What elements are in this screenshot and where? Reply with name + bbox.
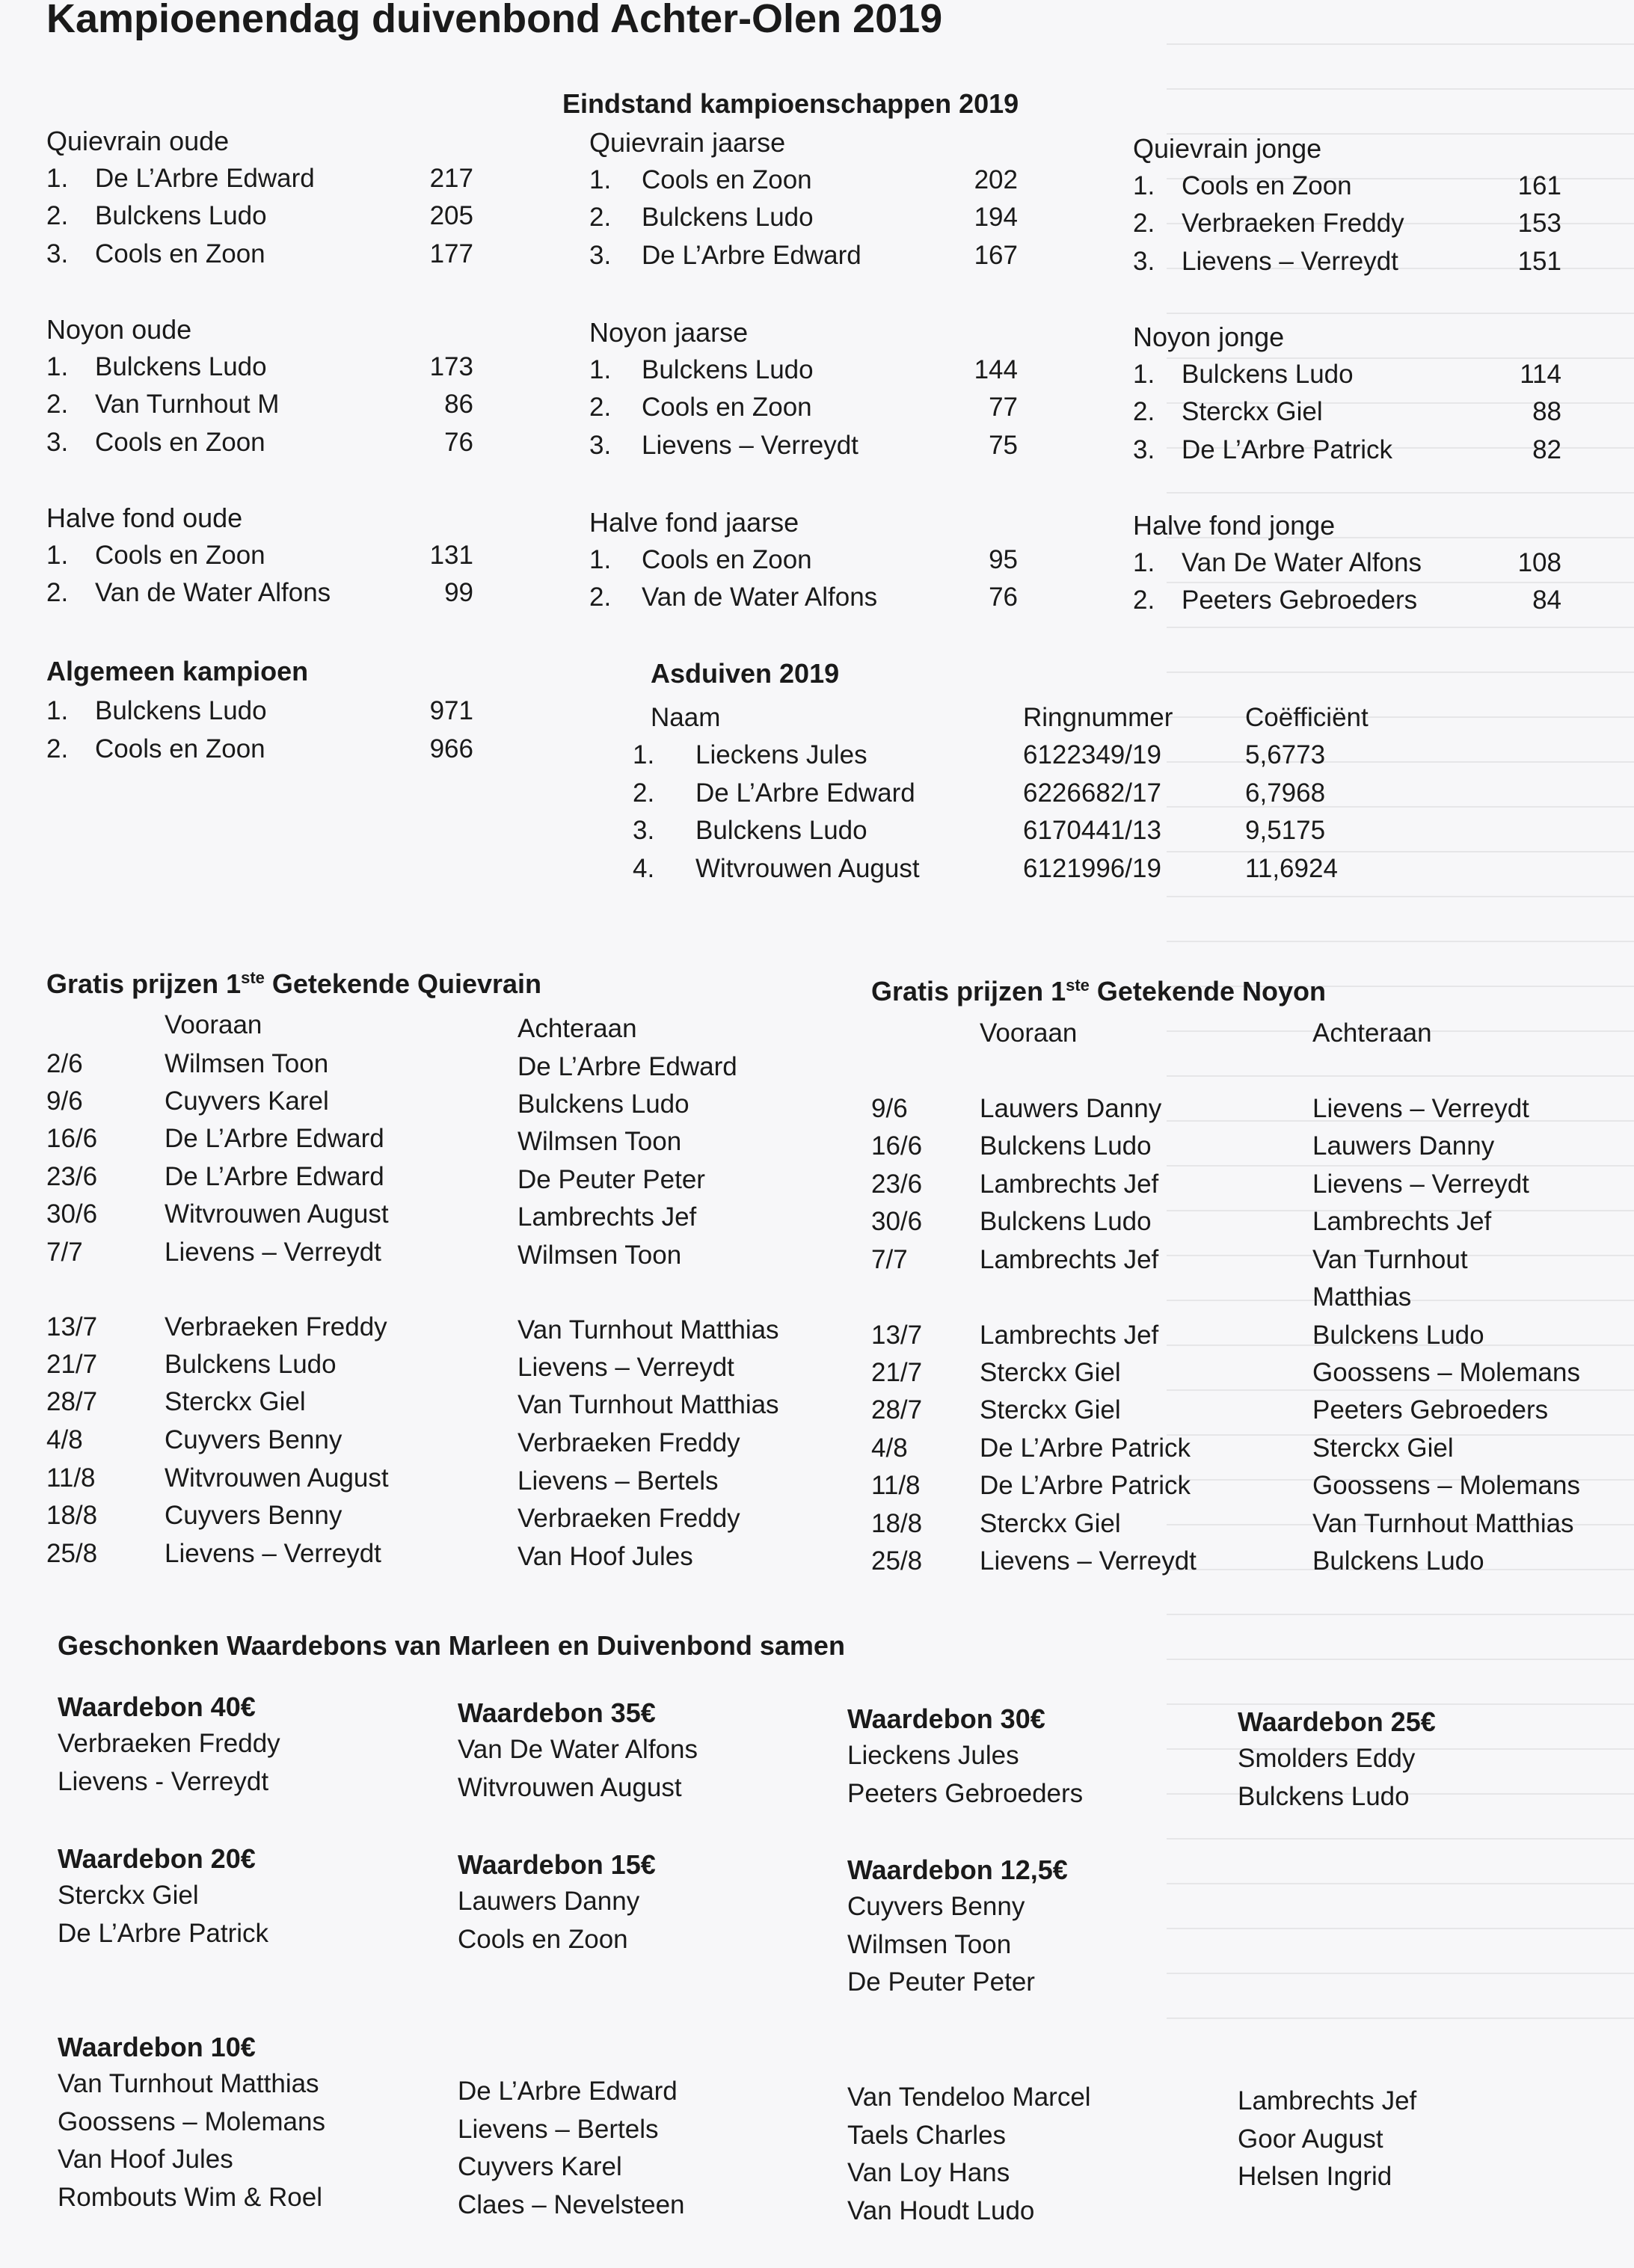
score-value: 84	[1532, 586, 1561, 615]
fancier-name: Cools en Zoon	[95, 427, 265, 457]
category-title: Halve fond jonge	[1133, 510, 1336, 541]
front-winner: Sterckx Giel	[980, 1358, 1121, 1387]
race-date: 4/8	[871, 1433, 908, 1463]
back-winner: Matthias	[1312, 1282, 1412, 1312]
front-winner: Witvrouwen August	[165, 1199, 389, 1229]
score-value: 217	[429, 163, 473, 193]
race-date: 23/6	[46, 1162, 98, 1191]
front-winner: Cuyvers Benny	[165, 1501, 343, 1530]
score-value: 161	[1517, 170, 1561, 200]
rank-number: 1.	[589, 544, 612, 574]
voucher-title: Waardebon 10€	[58, 2032, 256, 2062]
fancier-name: Lieckens Jules	[695, 740, 867, 769]
front-winner: Witvrouwen August	[165, 1463, 389, 1493]
category-title: Noyon oude	[46, 314, 192, 345]
race-date: 28/7	[871, 1395, 923, 1425]
back-winner: Van Turnhout Matthias	[517, 1390, 779, 1419]
column-header-vooraan: Vooraan	[980, 1018, 1078, 1048]
rank-number: 2.	[46, 390, 69, 419]
score-value: 153	[1517, 209, 1561, 238]
voucher-winner: Helsen Ingrid	[1238, 2162, 1392, 2191]
race-date: 30/6	[871, 1207, 923, 1236]
back-winner: Van Turnhout	[1312, 1245, 1468, 1274]
voucher-winner: Goor August	[1238, 2124, 1383, 2154]
voucher-winner: Smolders Eddy	[1238, 1744, 1416, 1773]
score-value: 76	[989, 583, 1018, 612]
voucher-title: Waardebon 15€	[458, 1849, 656, 1880]
voucher-winner: De L’Arbre Patrick	[58, 1918, 269, 1948]
rank-number: 1.	[589, 165, 612, 194]
back-winner: Lauwers Danny	[1312, 1131, 1495, 1161]
score-value: 205	[429, 201, 473, 230]
back-winner: Wilmsen Toon	[517, 1127, 682, 1156]
front-winner: Wilmsen Toon	[165, 1049, 329, 1078]
column-header-achteraan: Achteraan	[1312, 1018, 1432, 1048]
back-winner: Bulckens Ludo	[517, 1090, 689, 1119]
voucher-winner: Van Turnhout Matthias	[58, 2069, 319, 2098]
category-title: Quievrain oude	[46, 126, 230, 156]
coefficient-value: 9,5175	[1245, 816, 1326, 845]
category-title: Noyon jonge	[1133, 322, 1285, 352]
back-winner: Van Hoof Jules	[517, 1542, 693, 1571]
fancier-name: Lievens – Verreydt	[1182, 246, 1398, 276]
voucher-winner: Cuyvers Benny	[847, 1892, 1025, 1921]
voucher-winner: Van Houdt Ludo	[847, 2195, 1035, 2225]
front-winner: Cuyvers Karel	[165, 1087, 329, 1116]
fancier-name: Cools en Zoon	[642, 165, 812, 194]
rank-number: 2.	[589, 203, 612, 232]
front-winner: Lambrechts Jef	[980, 1245, 1159, 1274]
fancier-name: Bulckens Ludo	[95, 696, 267, 725]
section-heading-algemeen: Algemeen kampioen	[46, 656, 309, 686]
voucher-winner: De Peuter Peter	[847, 1967, 1035, 1997]
fancier-name: De L’Arbre Edward	[695, 778, 915, 808]
score-value: 88	[1532, 397, 1561, 426]
rank-number: 3.	[589, 240, 612, 270]
score-value: 75	[989, 430, 1018, 460]
rank-number: 4.	[633, 853, 655, 883]
race-date: 11/8	[46, 1463, 96, 1493]
front-winner: Bulckens Ludo	[980, 1207, 1152, 1236]
score-value: 86	[444, 390, 473, 419]
race-date: 25/8	[46, 1539, 98, 1568]
column-header-vooraan: Vooraan	[165, 1010, 262, 1039]
category-title: Halve fond jaarse	[589, 507, 799, 538]
race-date: 11/8	[871, 1471, 921, 1500]
race-date: 21/7	[46, 1350, 98, 1379]
rank-number: 2.	[1133, 586, 1155, 615]
fancier-name: Cools en Zoon	[95, 540, 265, 570]
back-winner: Peeters Gebroeders	[1312, 1395, 1549, 1425]
voucher-winner: Wilmsen Toon	[847, 1929, 1012, 1959]
rank-number: 3.	[1133, 246, 1155, 276]
category-title: Halve fond oude	[46, 503, 243, 533]
race-date: 4/8	[46, 1425, 83, 1454]
ring-number: 6122349/19	[1023, 740, 1161, 769]
back-winner: Lievens – Bertels	[517, 1466, 719, 1496]
back-winner: Bulckens Ludo	[1312, 1321, 1484, 1350]
section-heading-asduiven: Asduiven 2019	[651, 658, 840, 689]
coefficient-value: 6,7968	[1245, 778, 1326, 808]
score-value: 99	[444, 578, 473, 607]
back-winner: Van Turnhout Matthias	[1312, 1509, 1574, 1538]
coefficient-value: 5,6773	[1245, 740, 1326, 769]
rank-number: 3.	[633, 816, 655, 845]
back-winner: Lievens – Verreydt	[1312, 1170, 1529, 1199]
rank-number: 2.	[46, 201, 69, 230]
back-winner: Sterckx Giel	[1312, 1433, 1454, 1463]
back-winner: De L’Arbre Edward	[517, 1052, 737, 1081]
column-header-ringnummer: Ringnummer	[1023, 703, 1173, 732]
fancier-name: De L’Arbre Edward	[642, 240, 861, 270]
rank-number: 1.	[589, 354, 612, 384]
fancier-name: Bulckens Ludo	[95, 201, 267, 230]
rank-number: 2.	[589, 583, 612, 612]
rank-number: 2.	[1133, 209, 1155, 238]
rank-number: 2.	[633, 778, 655, 808]
voucher-winner: Lieckens Jules	[847, 1741, 1019, 1770]
rank-number: 3.	[46, 239, 69, 268]
score-value: 108	[1517, 547, 1561, 577]
race-date: 9/6	[871, 1094, 908, 1123]
voucher-winner: Peeters Gebroeders	[847, 1778, 1084, 1808]
race-date: 18/8	[46, 1501, 98, 1530]
column-header-naam: Naam	[651, 703, 721, 732]
voucher-winner: Claes – Nevelsteen	[458, 2189, 685, 2219]
ring-number: 6226682/17	[1023, 778, 1161, 808]
front-winner: Lievens – Verreydt	[980, 1546, 1197, 1576]
front-winner: Lambrechts Jef	[980, 1321, 1159, 1350]
race-date: 13/7	[46, 1312, 98, 1342]
front-winner: De L’Arbre Patrick	[980, 1471, 1191, 1500]
column-header-achteraan: Achteraan	[517, 1014, 637, 1043]
voucher-title: Waardebon 25€	[1238, 1706, 1436, 1737]
front-winner: Verbraeken Freddy	[165, 1312, 387, 1342]
section-heading-kampioenschappen: Eindstand kampioenschappen 2019	[562, 88, 1019, 119]
score-value: 77	[989, 393, 1018, 422]
rank-number: 1.	[46, 351, 69, 381]
back-winner: Lievens – Verreydt	[517, 1353, 734, 1382]
category-title: Noyon jaarse	[589, 317, 749, 348]
fancier-name: Bulckens Ludo	[1182, 359, 1354, 389]
race-date: 21/7	[871, 1358, 923, 1387]
voucher-winner: Sterckx Giel	[58, 1881, 199, 1910]
rank-number: 1.	[46, 696, 69, 725]
score-value: 114	[1520, 359, 1561, 389]
front-winner: De L’Arbre Edward	[165, 1124, 384, 1153]
front-winner: Sterckx Giel	[980, 1509, 1121, 1538]
rank-number: 3.	[1133, 434, 1155, 464]
score-value: 177	[429, 239, 473, 268]
ring-number: 6170441/13	[1023, 816, 1161, 845]
fancier-name: De L’Arbre Patrick	[1182, 434, 1393, 464]
score-value: 131	[429, 540, 473, 570]
fancier-name: Verbraeken Freddy	[1182, 209, 1404, 238]
score-value: 151	[1517, 246, 1561, 276]
rank-number: 3.	[46, 427, 69, 457]
voucher-winner: De L’Arbre Edward	[458, 2077, 678, 2106]
voucher-title: Waardebon 35€	[458, 1697, 656, 1728]
fancier-name: Cools en Zoon	[642, 544, 812, 574]
score-value: 76	[444, 427, 473, 457]
score-value: 202	[974, 165, 1018, 194]
front-winner: Lauwers Danny	[980, 1094, 1162, 1123]
section-heading-quievrain: Gratis prijzen 1ste Getekende Quievrain	[46, 968, 542, 999]
race-date: 28/7	[46, 1387, 98, 1416]
voucher-winner: Van Tendeloo Marcel	[847, 2083, 1091, 2112]
fancier-name: Van de Water Alfons	[642, 583, 878, 612]
rank-number: 1.	[633, 740, 655, 769]
race-date: 7/7	[871, 1245, 908, 1274]
back-winner: Verbraeken Freddy	[517, 1504, 740, 1533]
fancier-name: Cools en Zoon	[95, 734, 265, 763]
score-value: 966	[429, 734, 473, 763]
section-heading-noyon: Gratis prijzen 1ste Getekende Noyon	[871, 976, 1326, 1007]
race-date: 16/6	[871, 1131, 923, 1161]
back-winner: Wilmsen Toon	[517, 1241, 682, 1270]
rank-number: 3.	[589, 430, 612, 460]
fancier-name: Bulckens Ludo	[95, 351, 267, 381]
rank-number: 2.	[46, 578, 69, 607]
race-date: 2/6	[46, 1049, 83, 1078]
voucher-winner: Cools en Zoon	[458, 1924, 628, 1954]
front-winner: Lievens – Verreydt	[165, 1539, 381, 1568]
score-value: 194	[974, 203, 1018, 232]
front-winner: Sterckx Giel	[165, 1387, 306, 1416]
fancier-name: Van Turnhout M	[95, 390, 280, 419]
category-title: Quievrain jonge	[1133, 133, 1322, 164]
score-value: 971	[429, 696, 473, 725]
voucher-winner: Witvrouwen August	[458, 1772, 682, 1802]
back-winner: Bulckens Ludo	[1312, 1546, 1484, 1576]
fancier-name: Peeters Gebroeders	[1182, 586, 1418, 615]
rank-number: 1.	[46, 540, 69, 570]
front-winner: De L’Arbre Patrick	[980, 1433, 1191, 1463]
voucher-title: Waardebon 30€	[847, 1703, 1045, 1734]
back-winner: Lambrechts Jef	[1312, 1207, 1492, 1236]
rank-number: 1.	[1133, 547, 1155, 577]
front-winner: Bulckens Ludo	[980, 1131, 1152, 1161]
voucher-winner: Lievens – Bertels	[458, 2114, 659, 2144]
fancier-name: Cools en Zoon	[1182, 170, 1352, 200]
race-date: 25/8	[871, 1546, 923, 1576]
voucher-winner: Van Loy Hans	[847, 2158, 1010, 2187]
front-winner: Sterckx Giel	[980, 1395, 1121, 1425]
fancier-name: Cools en Zoon	[642, 393, 812, 422]
rank-number: 2.	[589, 393, 612, 422]
score-value: 167	[974, 240, 1018, 270]
voucher-winner: Taels Charles	[847, 2120, 1007, 2150]
ring-number: 6121996/19	[1023, 853, 1161, 883]
race-date: 23/6	[871, 1170, 923, 1199]
fancier-name: Bulckens Ludo	[642, 203, 814, 232]
voucher-title: Waardebon 12,5€	[847, 1854, 1068, 1885]
rank-number: 1.	[1133, 170, 1155, 200]
back-winner: De Peuter Peter	[517, 1165, 705, 1194]
race-date: 9/6	[46, 1087, 83, 1116]
rank-number: 1.	[1133, 359, 1155, 389]
fancier-name: Sterckx Giel	[1182, 397, 1323, 426]
rank-number: 2.	[1133, 397, 1155, 426]
race-date: 16/6	[46, 1124, 98, 1153]
fancier-name: Bulckens Ludo	[642, 354, 814, 384]
voucher-winner: Rombouts Wim & Roel	[58, 2182, 322, 2212]
coefficient-value: 11,6924	[1245, 853, 1338, 883]
back-winner: Lambrechts Jef	[517, 1202, 697, 1232]
score-value: 144	[974, 354, 1018, 384]
back-winner: Goossens – Molemans	[1312, 1358, 1580, 1387]
race-date: 7/7	[46, 1238, 83, 1267]
voucher-winner: Van De Water Alfons	[458, 1735, 698, 1764]
category-title: Quievrain jaarse	[589, 127, 786, 158]
back-winner: Lievens – Verreydt	[1312, 1094, 1529, 1123]
race-date: 30/6	[46, 1199, 98, 1229]
back-winner: Goossens – Molemans	[1312, 1471, 1580, 1500]
front-winner: Lambrechts Jef	[980, 1170, 1159, 1199]
race-date: 13/7	[871, 1321, 923, 1350]
fancier-name: Van de Water Alfons	[95, 578, 331, 607]
rank-number: 1.	[46, 163, 69, 193]
fancier-name: De L’Arbre Edward	[95, 163, 315, 193]
fancier-name: Lievens – Verreydt	[642, 430, 859, 460]
column-header-coefficient: Coëfficiënt	[1245, 703, 1369, 732]
voucher-winner: Verbraeken Freddy	[58, 1729, 280, 1758]
voucher-winner: Goossens – Molemans	[58, 2106, 325, 2136]
front-winner: De L’Arbre Edward	[165, 1162, 384, 1191]
voucher-winner: Van Hoof Jules	[58, 2145, 233, 2174]
fancier-name: Van De Water Alfons	[1182, 547, 1422, 577]
voucher-title: Waardebon 40€	[58, 1691, 256, 1722]
voucher-winner: Lauwers Danny	[458, 1887, 640, 1916]
race-date: 18/8	[871, 1509, 923, 1538]
front-winner: Cuyvers Benny	[165, 1425, 343, 1454]
fancier-name: Bulckens Ludo	[695, 816, 867, 845]
score-value: 95	[989, 544, 1018, 574]
voucher-winner: Bulckens Ludo	[1238, 1781, 1410, 1811]
back-winner: Van Turnhout Matthias	[517, 1315, 779, 1344]
section-heading-waardebons: Geschonken Waardebons van Marleen en Duivenbond samen	[58, 1630, 845, 1661]
back-winner: Verbraeken Freddy	[517, 1428, 740, 1457]
voucher-winner: Lambrechts Jef	[1238, 2086, 1417, 2115]
fancier-name: Witvrouwen August	[695, 853, 920, 883]
voucher-winner: Lievens - Verreydt	[58, 1766, 269, 1796]
voucher-title: Waardebon 20€	[58, 1843, 256, 1874]
page-title: Kampioenendag duivenbond Achter-Olen 2019	[46, 0, 943, 41]
voucher-winner: Cuyvers Karel	[458, 2152, 622, 2181]
score-value: 82	[1532, 434, 1561, 464]
front-winner: Lievens – Verreydt	[165, 1238, 381, 1267]
front-winner: Bulckens Ludo	[165, 1350, 337, 1379]
rank-number: 2.	[46, 734, 69, 763]
score-value: 173	[429, 351, 473, 381]
fancier-name: Cools en Zoon	[95, 239, 265, 268]
